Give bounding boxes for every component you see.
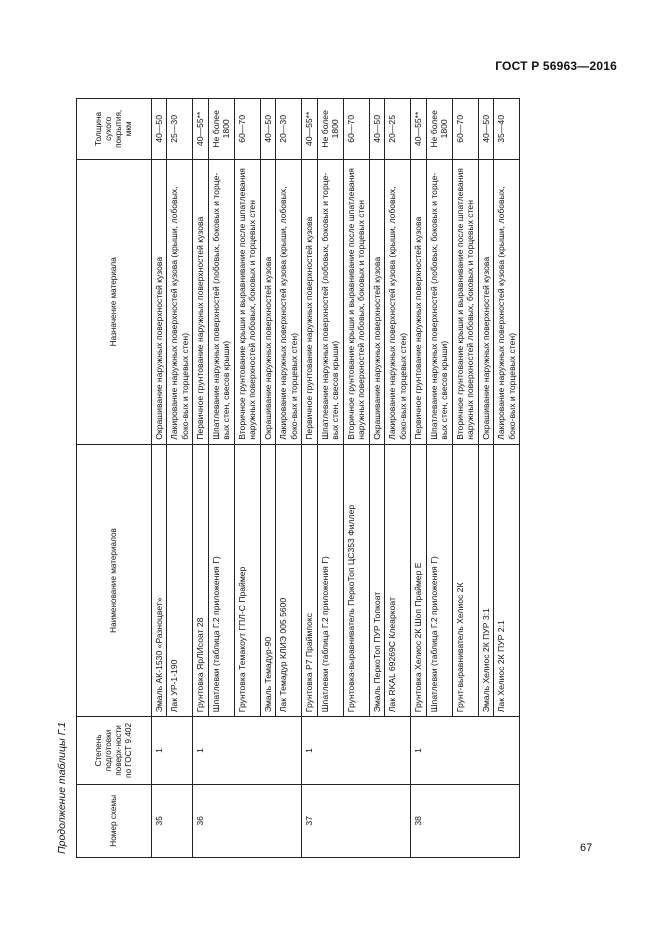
- material-name-cell: Шпатлевки (таблица Г.2 приложения Г): [317, 444, 343, 716]
- surface-prep-degree-cell: 1: [411, 717, 520, 785]
- col-header-degree: Степень подготовки поверх-ности по ГОСТ 9.402: [77, 717, 152, 785]
- material-name-cell: Грунтовка Хелиос 2К Шоп Праймер Е: [411, 444, 426, 716]
- coating-thickness-cell: 60—70: [343, 99, 369, 160]
- material-name-cell: Грунтовка Р7 Праймпокс: [302, 444, 317, 716]
- surface-prep-degree-cell: 1: [152, 717, 193, 785]
- scheme-number-cell: 37: [302, 784, 411, 857]
- material-name-cell: Эмаль Хелиос 2К ПУР 3:1: [478, 444, 493, 716]
- material-name-cell: Лак УР-1-190: [167, 444, 193, 716]
- material-purpose-cell: Шпатлевание наружных поверхностей (лобовых, боковых и торце-вых стен, свесов крыши): [426, 159, 452, 444]
- material-name-cell: Лак Темадур КЛИЭ 005 5600: [276, 444, 302, 716]
- material-purpose-cell: Первичное грунтование наружных поверхностей кузова: [411, 159, 426, 444]
- material-purpose-cell: Окрашивание наружных поверхностей кузова: [260, 159, 275, 444]
- coating-thickness-cell: 60—70: [452, 99, 478, 160]
- material-purpose-cell: Первичное грунтование наружных поверхностей кузова: [193, 159, 208, 444]
- material-purpose-cell: Первичное грунтование наружных поверхностей кузова: [302, 159, 317, 444]
- coating-thickness-cell: 20—25: [385, 99, 411, 160]
- table-header-row: [77, 99, 152, 858]
- material-name-cell: Шпатлевки (таблица Г.2 приложения Г): [426, 444, 452, 716]
- coating-thickness-cell: 25—30: [167, 99, 193, 160]
- col-header-thickness: Толщина сухого покрытия, мкм: [77, 99, 152, 160]
- material-name-cell: Эмаль АК-1530 «Разноцвет»: [152, 444, 167, 716]
- material-name-cell: Грунтовка Темакоут ГПЛ-С Праймер: [234, 444, 260, 716]
- coating-thickness-cell: 40—50: [152, 99, 167, 160]
- material-purpose-cell: Лакирование наружных поверхностей кузова (крыши, лобовых, боко-вых и торцевых стен): [276, 159, 302, 444]
- table-row: [152, 99, 167, 858]
- material-name-cell: Грунт-выравниватель Хелиос 2К: [452, 444, 478, 716]
- table-caption: Продолжение таблицы Г.1: [56, 721, 68, 854]
- material-name-cell: Лак Хелиос 2К ПУР 2:1: [494, 444, 520, 716]
- material-name-cell: Лак RKAL 69269С Клеаркоат: [385, 444, 411, 716]
- coating-thickness-cell: 40—50: [260, 99, 275, 160]
- material-name-cell: Грунтовка-выравниватель ПеркоТоп ЦС353 Филлер: [343, 444, 369, 716]
- material-purpose-cell: Шпатлевание наружных поверхностей (лобовых, боковых и торце-вых стен, свесов крыши): [208, 159, 234, 444]
- material-purpose-cell: Вторичное грунтование крыши и выравнивание после шпатлевания наружных поверхностей лобовых, боковых и торцевых стен: [234, 159, 260, 444]
- coating-thickness-cell: 40—50: [369, 99, 384, 160]
- surface-prep-degree-cell: 1: [302, 717, 411, 785]
- material-purpose-cell: Вторичное грунтование крыши и выравнивание после шпатлевания наружных поверхностей лобовых, боковых и торцевых стен: [343, 159, 369, 444]
- materials-table: [76, 98, 520, 858]
- coating-thickness-cell: Не более 1800: [208, 99, 234, 160]
- surface-prep-degree-cell: 1: [193, 717, 302, 785]
- material-name-cell: Эмаль Темадур-90: [260, 444, 275, 716]
- material-purpose-cell: Окрашивание наружных поверхностей кузова: [152, 159, 167, 444]
- col-header-materials: Наименование материалов: [77, 444, 152, 716]
- coating-thickness-cell: Не более 1800: [317, 99, 343, 160]
- coating-thickness-cell: 40—55**: [193, 99, 208, 160]
- material-purpose-cell: Окрашивание наружных поверхностей кузова: [478, 159, 493, 444]
- material-name-cell: Эмаль ПеркоТоп ПУР Топкоат: [369, 444, 384, 716]
- material-purpose-cell: Лакирование наружных поверхностей кузова (крыши, лобовых, боко-вых и торцевых стен): [385, 159, 411, 444]
- material-purpose-cell: Лакирование наружных поверхностей кузова (крыши, лобовых, боко-вых и торцевых стен): [167, 159, 193, 444]
- table-row: [193, 99, 208, 858]
- material-purpose-cell: Вторичное грунтование крыши и выравнивание после шпатлевания наружных поверхностей лобовых, боковых и торцевых стен: [452, 159, 478, 444]
- col-header-scheme: Номер схемы: [77, 784, 152, 857]
- coating-thickness-cell: 40—55**: [302, 99, 317, 160]
- table-row: [411, 99, 426, 858]
- page-number: 67: [580, 842, 593, 854]
- table-body: [152, 99, 520, 858]
- scheme-number-cell: 38: [411, 784, 520, 857]
- material-purpose-cell: Лакирование наружных поверхностей кузова (крыши, лобовых, боко-вых и торцевых стен): [494, 159, 520, 444]
- document-header: ГОСТ Р 56963—2016: [495, 59, 617, 73]
- table-row: [302, 99, 317, 858]
- material-name-cell: Шпатлевки (таблица Г.2 приложения Г): [208, 444, 234, 716]
- coating-thickness-cell: 40—55**: [411, 99, 426, 160]
- coating-thickness-cell: 40—50: [478, 99, 493, 160]
- coating-thickness-cell: 20—30: [276, 99, 302, 160]
- rotated-table-area: [56, 98, 594, 858]
- coating-thickness-cell: Не более 1800: [426, 99, 452, 160]
- material-name-cell: Грунтовка ЯрЛИсоат 28: [193, 444, 208, 716]
- col-header-purpose: Назначение материала: [77, 159, 152, 444]
- scheme-number-cell: 35: [152, 784, 193, 857]
- material-purpose-cell: Шпатлевание наружных поверхностей (лобовых, боковых и торце-вых стен, свесов крыши): [317, 159, 343, 444]
- coating-thickness-cell: 60—70: [234, 99, 260, 160]
- scheme-number-cell: 36: [193, 784, 302, 857]
- coating-thickness-cell: 35—40: [494, 99, 520, 160]
- material-purpose-cell: Окрашивание наружных поверхностей кузова: [369, 159, 384, 444]
